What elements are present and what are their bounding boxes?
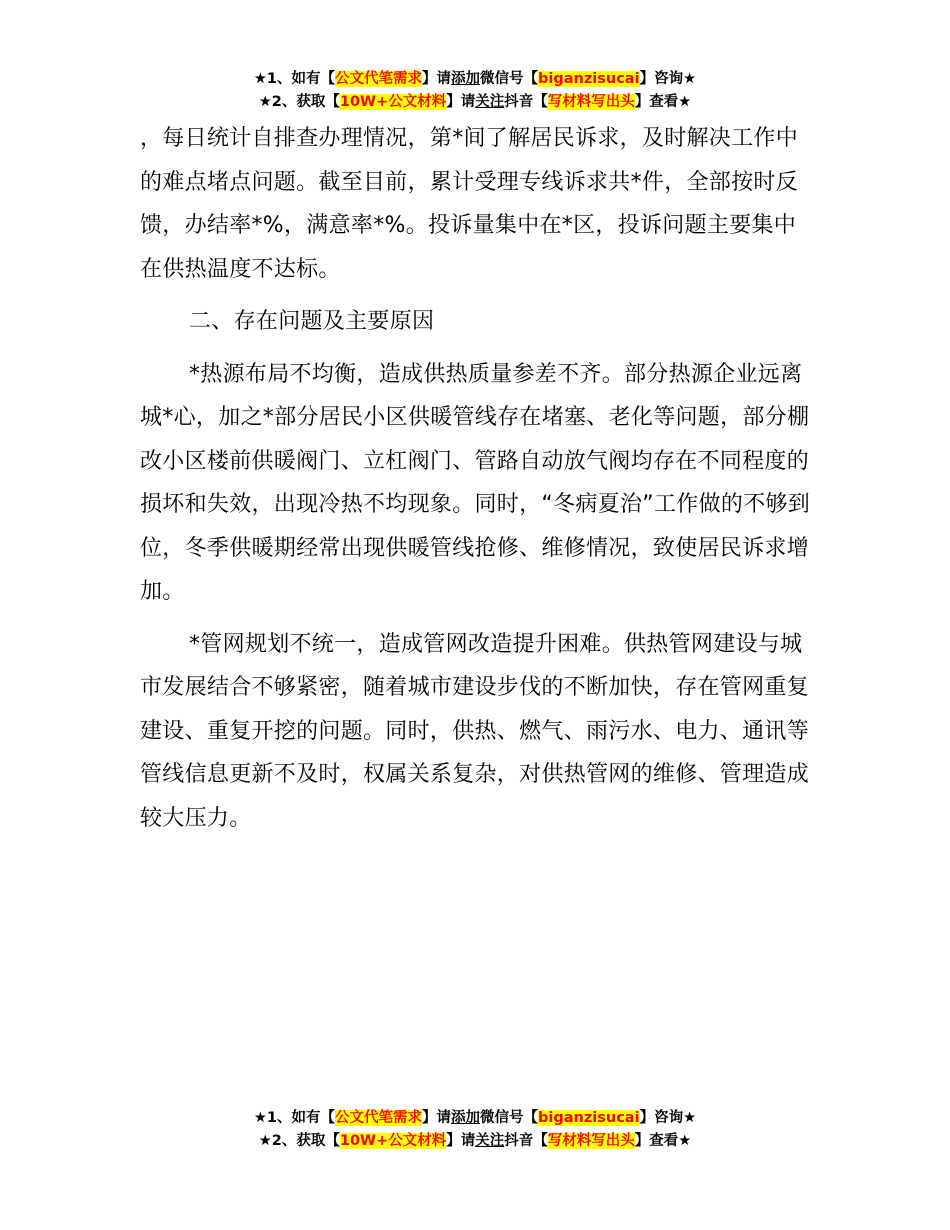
paragraph-pipe-network: *管网规划不统一，造成管网改造提升困难。供热管网建设与城市发展结合不够紧密，随着城市建设步伐的不断加快，存在管网重复建设、重复开挖的问题。同时，供热、燃气、雨污水、电力、通讯等管线信息更新不及时，权属关系复杂，对供热管网的维修、管理造成较大压力。: [140, 631, 810, 831]
banner-text: 1、如有【: [266, 1110, 336, 1126]
highlight-service: 公文代笔需求: [335, 1110, 423, 1126]
header-banner: [0, 68, 950, 114]
star-icon: ★: [253, 1110, 267, 1126]
highlight-service: 公文代笔需求: [335, 71, 423, 87]
highlight-wechat-id: biganzisucai: [538, 71, 640, 87]
banner-text: 2、获取【: [271, 1133, 340, 1149]
banner-line-2: [0, 1130, 950, 1153]
banner-text: 】请: [446, 94, 476, 110]
banner-text: 】请: [446, 1133, 476, 1149]
banner-text: 】查看: [634, 1133, 679, 1149]
highlight-materials: 10W+公文材料: [339, 1133, 447, 1149]
star-icon: ★: [253, 71, 267, 87]
banner-text: 】请: [422, 1110, 452, 1126]
footer-banner: [0, 1107, 950, 1153]
paragraph-continuation: ，每日统计自排查办理情况，第*间了解居民诉求，及时解决工作中的难点堵点问题。截至目前，累计受理专线诉求共*件，全部按时反馈，办结率*%，满意率*%。投诉量集中在*区，投诉问题主要集中在供热温度不达标。: [140, 126, 799, 282]
banner-line-1: [0, 68, 950, 91]
banner-underline: 关注: [475, 1133, 505, 1149]
star-icon: ★: [258, 94, 272, 110]
highlight-wechat-id: biganzisucai: [538, 1110, 640, 1126]
banner-text: 微信号【: [480, 1110, 539, 1126]
banner-text: 抖音【: [504, 1133, 548, 1149]
banner-text: 抖音【: [504, 94, 548, 110]
star-icon: ★: [683, 71, 697, 87]
banner-text: 】咨询: [639, 71, 684, 87]
banner-text: 微信号【: [480, 71, 539, 87]
banner-text: 】查看: [634, 94, 679, 110]
highlight-douyin-account: 写材料写出头: [547, 94, 635, 110]
highlight-douyin-account: 写材料写出头: [547, 1133, 635, 1149]
paragraph-heat-source: *热源布局不均衡，造成供热质量参差不齐。部分热源企业远离城*心，加之*部分居民小区供暖管线存在堵塞、老化等问题，部分棚改小区楼前供暖阀门、立杠阀门、管路自动放气阀均存在不同程度的损坏和失效，出现冷热不均现象。同时，“冬病夏治”工作做的不够到位，冬季供暖期经常出现供暖管线抢修、维修情况，致使居民诉求增加。: [140, 361, 811, 604]
star-icon: ★: [683, 1110, 697, 1126]
document-body: [140, 117, 812, 840]
banner-text: 2、获取【: [271, 94, 340, 110]
banner-line-1: [0, 1107, 950, 1130]
section-heading: 二、存在问题及主要原因: [189, 309, 435, 334]
banner-line-2: [0, 91, 950, 114]
star-icon: ★: [678, 1133, 692, 1149]
star-icon: ★: [678, 94, 692, 110]
banner-underline: 添加: [451, 71, 481, 87]
banner-underline: 关注: [475, 94, 505, 110]
banner-text: 1、如有【: [266, 71, 336, 87]
star-icon: ★: [258, 1133, 272, 1149]
highlight-materials: 10W+公文材料: [339, 94, 447, 110]
banner-text: 】请: [422, 71, 452, 87]
banner-underline: 添加: [451, 1110, 481, 1126]
banner-text: 】咨询: [639, 1110, 684, 1126]
